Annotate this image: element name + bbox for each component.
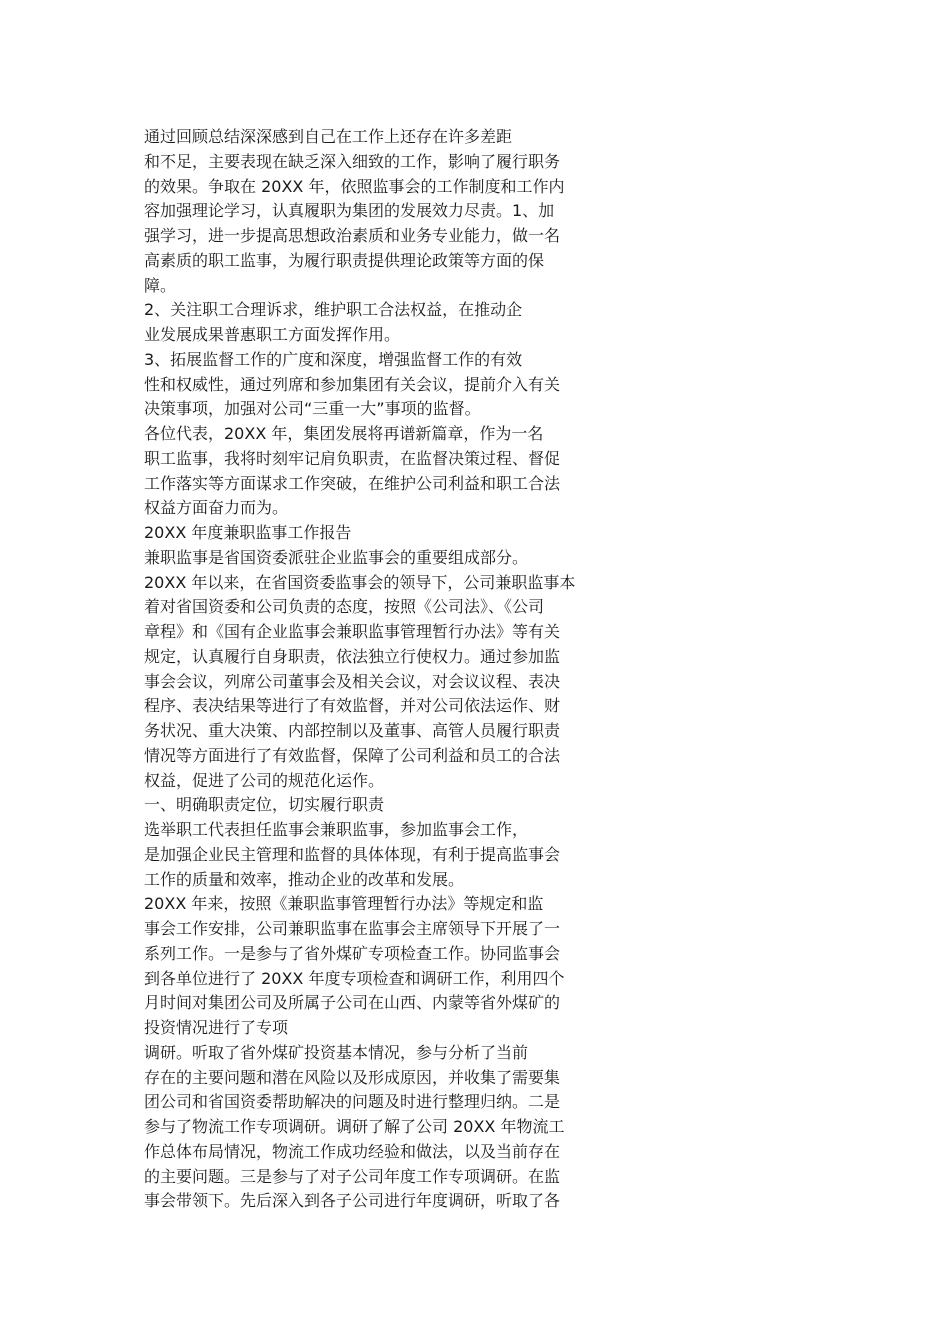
- text-line: 工作的质量和效率，推动企业的改革和发展。: [144, 869, 465, 889]
- text-line: 系列工作。一是参与了省外煤矿专项检查工作。协同监事会: [144, 943, 561, 963]
- text-line: 一、明确职责定位，切实履行职责: [144, 795, 385, 815]
- text-line: 选举职工代表担任监事会兼职监事，参加监事会工作，: [144, 820, 529, 839]
- text-line: 的效果。争取在 20XX 年，依照监事会的工作制度和工作内: [144, 176, 565, 196]
- text-line: 权益，促进了公司的规范化运作。: [144, 770, 385, 790]
- text-line: 存在的主要问题和潜在风险以及形成原因，并收集了需要集: [144, 1067, 561, 1087]
- text-line: 章程》和《国有企业监事会兼职监事管理暂行办法》等有关: [144, 622, 561, 641]
- text-line: 作总体布局情况，物流工作成功经验和做法，以及当前存在: [144, 1141, 561, 1161]
- text-line: 工作落实等方面谋求工作突破，在维护公司利益和职工合法: [144, 473, 561, 493]
- text-line: 权益方面奋力而为。: [144, 498, 289, 518]
- text-line: 着对省国资委和公司负责的态度，按照《公司法》、《公司: [144, 597, 545, 617]
- text-line: 务状况、重大决策、内部控制以及董事、高管人员履行职责: [144, 721, 561, 740]
- text-line: 到各单位进行了 20XX 年度专项检查和调研工作，利用四个: [144, 968, 565, 988]
- text-line: 是加强企业民主管理和监督的具体体现，有利于提高监事会: [144, 844, 561, 864]
- text-line: 月时间对集团公司及所属子公司在山西、内蒙等省外煤矿的: [144, 993, 561, 1013]
- text-line: 20XX 年度兼职监事工作报告: [144, 523, 352, 542]
- text-line: 参与了物流工作专项调研。调研了解了公司 20XX 年物流工: [144, 1117, 565, 1136]
- text-line: 强学习，进一步提高思想政治素质和业务专业能力，做一名: [144, 226, 561, 245]
- text-line: 事会工作安排，公司兼职监事在监事会主席领导下开展了一: [144, 919, 561, 938]
- text-line: 决策事项，加强对公司“三重一大”事项的监督。: [144, 399, 481, 419]
- text-line: 规定，认真履行自身职责，依法独立行使权力。通过参加监: [144, 646, 561, 666]
- text-line: 职工监事，我将时刻牢记肩负职责，在监督决策过程、督促: [144, 448, 561, 468]
- text-line: 3、拓展监督工作的广度和深度，增强监督工作的有效: [144, 349, 523, 369]
- text-line: 容加强理论学习，认真履职为集团的发展效力尽责。1、加: [144, 201, 555, 221]
- text-line: 团公司和省国资委帮助解决的问题及时进行整理归纳。二是: [144, 1092, 561, 1112]
- text-line: 事会带领下。先后深入到各子公司进行年度调研，听取了各: [144, 1191, 561, 1211]
- text-line: 各位代表，20XX 年，集团发展将再谱新篇章，作为一名: [144, 424, 544, 443]
- text-line: 2、关注职工合理诉求，维护职工合法权益，在推动企: [144, 300, 523, 320]
- text-line: 性和权威性，通过列席和参加集团有关会议，提前介入有关: [144, 374, 561, 394]
- text-line: 调研。听取了省外煤矿投资基本情况，参与分析了当前: [144, 1042, 529, 1062]
- text-line: 的主要问题。三是参与了对子公司年度工作专项调研。在监: [144, 1166, 561, 1186]
- document-body: [144, 125, 614, 1214]
- text-line: 和不足，主要表现在缺乏深入细致的工作，影响了履行职务: [144, 151, 561, 171]
- text-line: 高素质的职工监事，为履行职责提供理论政策等方面的保: [144, 250, 545, 270]
- text-line: 20XX 年以来，在省国资委监事会的领导下，公司兼职监事本: [144, 572, 576, 592]
- text-line: 通过回顾总结深深感到自己在工作上还存在许多差距: [144, 127, 513, 146]
- text-line: 20XX 年来，按照《兼职监事管理暂行办法》等规定和监: [144, 894, 544, 914]
- text-line: 兼职监事是省国资委派驻企业监事会的重要组成部分。: [144, 547, 529, 567]
- text-line: 情况等方面进行了有效监督，保障了公司利益和员工的合法: [144, 745, 561, 765]
- text-line: 业发展成果普惠职工方面发挥作用。: [144, 325, 401, 344]
- text-line: 程序、表决结果等进行了有效监督，并对公司依法运作、财: [144, 696, 561, 716]
- text-line: 事会会议，列席公司董事会及相关会议，对会议议程、表决: [144, 671, 561, 691]
- text-line: 障。: [144, 275, 177, 295]
- text-line: 投资情况进行了专项: [144, 1018, 289, 1037]
